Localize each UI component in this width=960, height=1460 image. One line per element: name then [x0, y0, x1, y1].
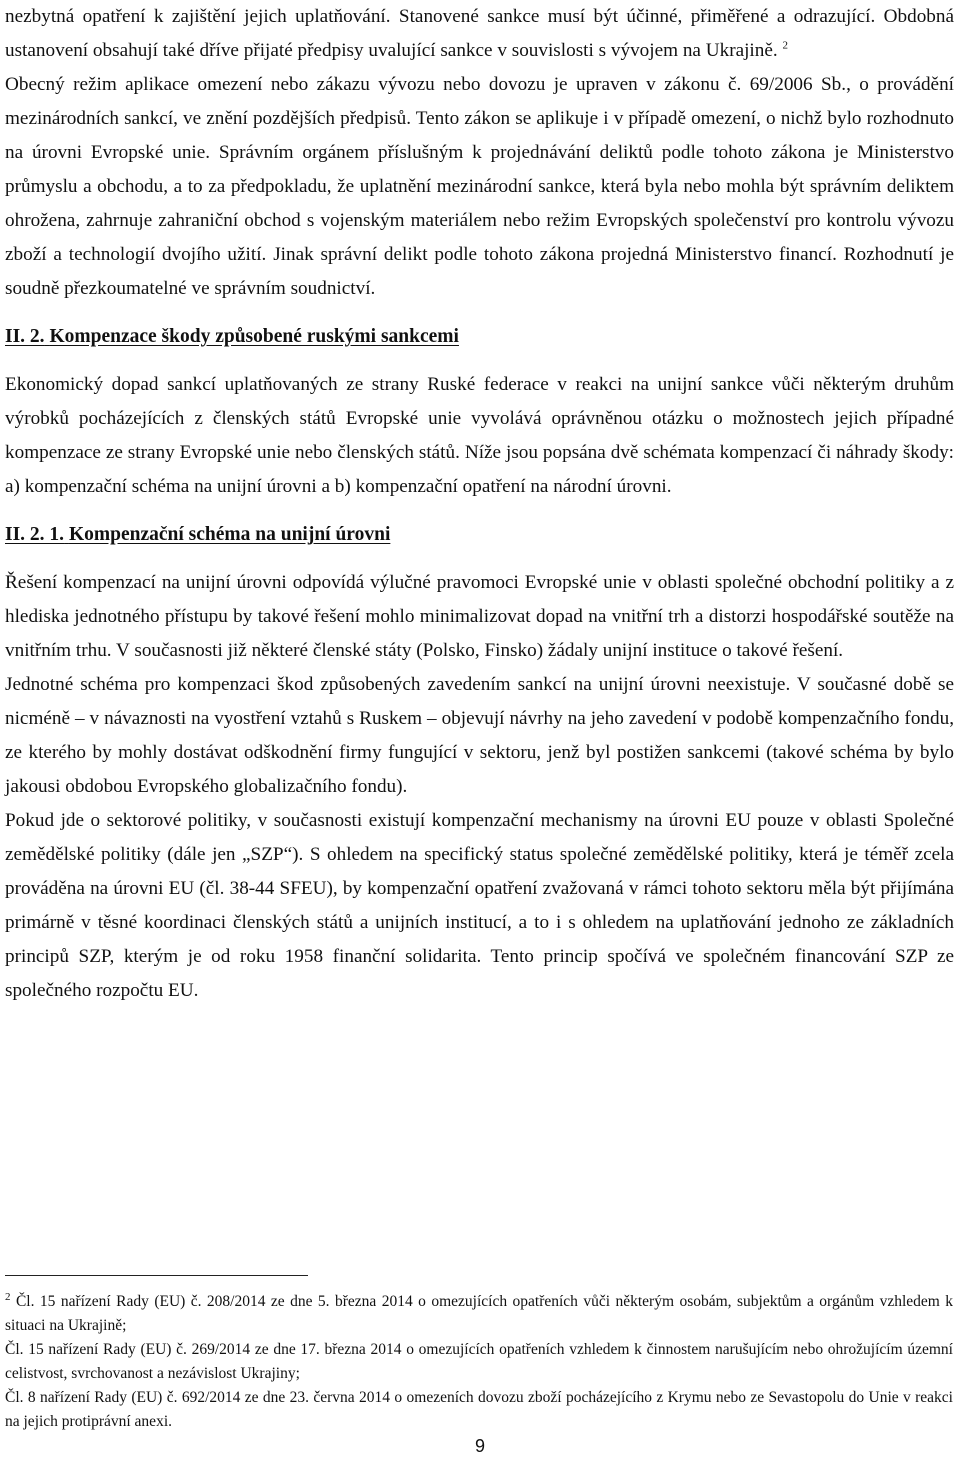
page-number: 9: [474, 1436, 485, 1456]
paragraph-intro-continued: nezbytná opatření k zajištění jejich uplatňování. Stanovené sankce musí být účinné, přiměřené a odrazující. Obdobná ustanovení obsahují také dříve přijaté předpisy uvalující sankce v souvislosti s vývojem na Ukrajině. $^2$: [5, 6, 954, 61]
footnote-reference[interactable]: 2: [782, 39, 788, 52]
paragraph-legal-regime: Obecný režim aplikace omezení nebo zákazu vývozu nebo dovozu je upraven v zákonu č. 69/2006 Sb., o provádění mezinárodních sankcí, ve znění pozdějších předpisů. Tento zákon se aplikuje i v případě omezení, o nichž bylo rozhodnuto na úrovni Evropské unie. Správním orgánem příslušným k projednávání deliktů podle tohoto zákona je Ministerstvo průmyslu a obchodu, a to za předpokladu, že uplatnění mezinárodní sankce, která byla nebo mohla být správním deliktem ohrožena, zahrnuje zahraniční obchod s vojenským materiálem nebo režim Evropských společenství pro kontrolu vývozu zboží a technologií dvojího užití. Jinak správní delikt podle tohoto zákona projedná Ministerstvo financí. Rozhodnutí je soudně přezkoumatelné ve správním soudnictví.: [5, 74, 954, 299]
footnote-separator: [5, 1275, 308, 1276]
spacer: [5, 504, 954, 518]
paragraph-compensation: Ekonomický dopad sankcí uplatňovaných ze strany Ruské federace v reakci na unijní sankce vůči některým druhům výrobků pocházejících z členských států Evropské unie vyvolává oprávněnou otázku o možnostech jejich případné kompenzace ze strany Evropské unie nebo členských států. Níže jsou popsána dvě schémata kompenzací či náhrady škody: a) kompenzační schéma na unijní úrovni a b) kompenzační opatření na národní úrovni.: [5, 374, 954, 497]
spacer: [5, 552, 954, 566]
paragraph-union-scheme: Jednotné schéma pro kompenzaci škod způsobených zavedením sankcí na unijní úrovni neexistuje. V současné době se nicméně – v návaznosti na vyostření vztahů s Ruskem – objevují návrhy na jeho zavedení v podobě kompenzačního fondu, ze kterého by mohly dostávat odškodnění firmy fungující v sektoru, jenž byl postižen sankcemi (takové schéma by bylo jakousi obdobou Evropského globalizačního fondu).: [5, 674, 954, 797]
paragraph-union-solution: Řešení kompenzací na unijní úrovni odpovídá výlučné pravomoci Evropské unie v oblasti společné obchodní politiky a z hlediska jednotného přístupu by takové řešení mohlo minimalizovat dopad na vnitřní trh a distorzi hospodářské soutěže na vnitřním trhu. V současnosti již některé členské státy (Polsko, Finsko) žádaly unijní instituce o takové řešení.: [5, 572, 954, 661]
footnotes: [5, 1290, 953, 1434]
footnote-line-3: Čl. 8 nařízení Rady (EU) č. 692/2014 ze dne 23. června 2014 o omezeních dovozu zboží pocházejícího z Krymu nebo ze Sevastopolu do Unie v reakci na jejich protiprávní anexi.: [5, 1389, 953, 1430]
footnote-line-1: $^2$ Čl. 15 nařízení Rady (EU) č. 208/2014 ze dne 5. března 2014 o omezujících opatřeních vůči některým osobám, subjektům a orgánům vzhledem k situaci na Ukrajině;: [5, 1290, 953, 1334]
footnote-number: 2: [5, 1290, 11, 1303]
paragraph-sector-policies: Pokud jde o sektorové politiky, v současnosti existují kompenzační mechanismy na úrovni EU pouze v oblasti Společné zemědělské politiky (dále jen „SZP“). S ohledem na specifický status společné zemědělské politiky, která je téměř zcela prováděna na úrovni EU (čl. 38-44 SFEU), by kompenzační opatření zvažovaná v rámci tohoto sektoru měla být přijímána primárně v těsné koordinaci členských států a unijních institucí, a to i s ohledem na uplatňování jednoho ze základních principů SZP, kterým je od roku 1958 finanční solidarita. Tento princip spočívá ve společném financování SZP ze společného rozpočtu EU.: [5, 810, 954, 1001]
body-text: [5, 0, 954, 1008]
section-heading-2-1: II. 2. 1. Kompenzační schéma na unijní úrovni: [5, 524, 391, 545]
spacer: [5, 306, 954, 320]
spacer: [5, 354, 954, 368]
section-heading-2: II. 2. Kompenzace škody způsobené ruskými sankcemi: [5, 326, 459, 347]
footnote-line-2: Čl. 15 nařízení Rady (EU) č. 269/2014 ze dne 17. března 2014 o omezujících opatřeních vzhledem k činnostem narušujícím nebo ohrožujícím územní celistvost, svrchovanost a nezávislost Ukrajiny;: [5, 1341, 953, 1382]
